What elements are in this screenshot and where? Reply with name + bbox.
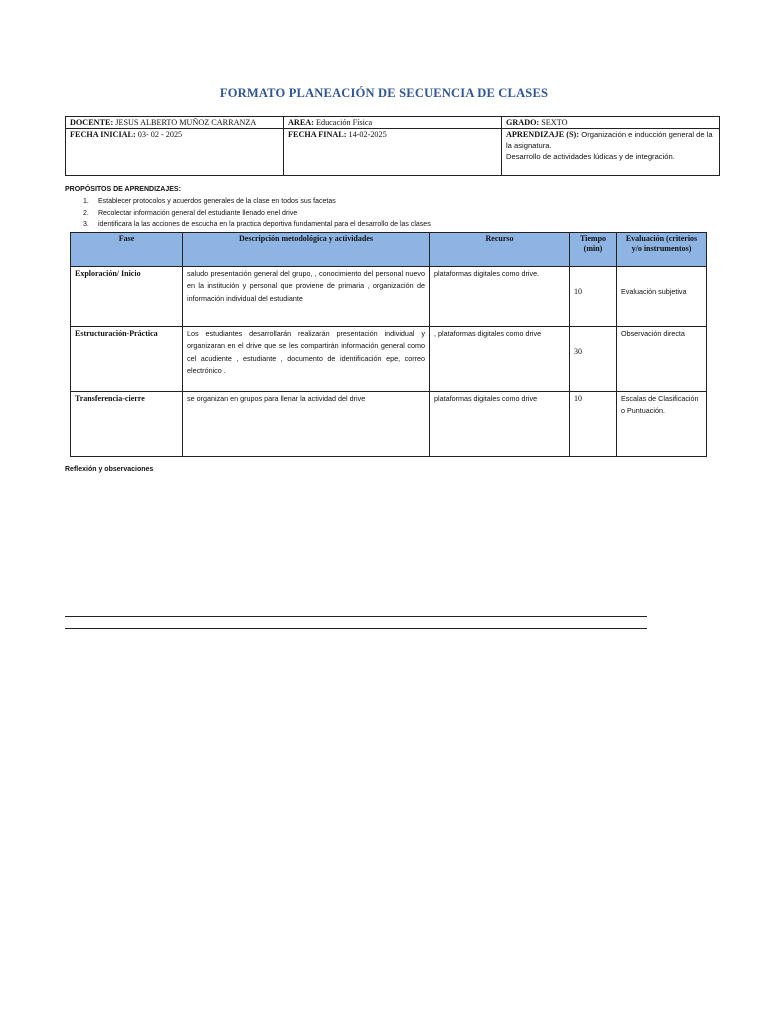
evaluacion-value: Evaluación subjetiva	[621, 287, 687, 296]
cell-descripcion: Los estudiantes desarrollarán realizarán presentación individual y organizaran en el drive que se les compartirán información general como cel acudiente , estudiante , documento de identificación epe, correo electrónico .	[183, 327, 430, 392]
aprendizaje-cell	[502, 129, 720, 176]
cell-fase: Transferencia-cierre	[71, 392, 183, 457]
header-tiempo: Tiempo (min)	[570, 233, 617, 267]
tiempo-value: 30	[574, 347, 582, 356]
grado-cell	[502, 117, 720, 129]
header-recurso: Recurso	[430, 233, 570, 267]
cell-tiempo: 10	[570, 392, 617, 457]
cell-fase: Exploración/ Inicio	[71, 267, 183, 327]
docente-cell	[66, 117, 284, 129]
table-row	[71, 267, 707, 327]
grado-label: GRADO:	[506, 118, 540, 127]
list-item	[65, 219, 431, 231]
area-label: AREA:	[288, 118, 314, 127]
fecha-final-value: 14-02-2025	[348, 130, 387, 139]
cell-recurso: , plataformas digitales como drive	[430, 327, 570, 392]
cell-recurso: plataformas digitales como drive.	[430, 267, 570, 327]
cell-recurso: plataformas digitales como drive	[430, 392, 570, 457]
list-item	[65, 208, 431, 220]
docente-value: JESUS ALBERTO MUÑOZ CARRANZA	[115, 118, 257, 127]
list-item-number: 3.	[83, 221, 89, 228]
cell-evaluacion	[617, 267, 707, 327]
area-value: Educación Física	[315, 118, 373, 127]
cell-tiempo	[570, 267, 617, 327]
fecha-final-label: FECHA FINAL:	[288, 130, 347, 139]
cell-evaluacion: Observación directa	[617, 327, 707, 392]
header-evaluacion: Evaluación (criterios y/o instrumentos)	[617, 233, 707, 267]
list-item-number: 2.	[83, 209, 89, 217]
table-header-row	[71, 233, 707, 267]
cell-descripcion: saludo presentación general del grupo, , conocimiento del personal nuevo en la institución y personal que proviene de primaria , organización de información individual del estudiante	[183, 267, 430, 327]
cell-fase: Estructuración-Práctica	[71, 327, 183, 392]
writing-line	[65, 628, 647, 629]
purposes-list	[65, 196, 431, 231]
table-row	[71, 327, 707, 392]
purposes-title: PROPÓSITOS DE APRENDIZAJES:	[65, 186, 181, 193]
fecha-inicial-label: FECHA INICIAL:	[70, 130, 136, 139]
reflexion-label: Reflexión y observaciones	[65, 466, 154, 473]
header-descripcion: Descripción metodológica y actividades	[183, 233, 430, 267]
cell-descripcion: se organizan en grupos para llenar la actividad del drive	[183, 392, 430, 457]
writing-line	[65, 616, 647, 617]
header-row	[66, 129, 720, 176]
header-fase: Fase	[71, 233, 183, 267]
table-row	[71, 392, 707, 457]
fecha-inicial-cell	[66, 129, 284, 176]
list-item-text: identificara la las acciones de escucha en la practica deportiva fundamental para el desarrollo de las clases	[98, 221, 431, 228]
area-cell	[284, 117, 502, 129]
tiempo-value: 10	[574, 287, 582, 296]
class-sequence-table	[70, 232, 707, 457]
list-item	[65, 196, 431, 208]
list-item-number: 1.	[83, 198, 89, 205]
fecha-inicial-value: 03- 02 - 2025	[137, 130, 183, 139]
document-title: FORMATO PLANEACIÓN DE SECUENCIA DE CLASES	[219, 86, 549, 100]
list-item-text: Recolectar información general del estudiante llenado enel drive	[98, 209, 298, 217]
aprendizaje-value: Organización e inducción general de la la asignatura.	[506, 130, 713, 150]
header-table	[65, 116, 720, 176]
docente-label: DOCENTE:	[70, 118, 114, 127]
cell-tiempo	[570, 327, 617, 392]
aprendizaje-value: Desarrollo de actividades lúdicas y de integración.	[506, 152, 675, 161]
aprendizaje-label: APRENDIZAJE (S):	[506, 130, 580, 139]
cell-evaluacion: Escalas de Clasificación o Puntuación.	[617, 392, 707, 457]
header-row	[66, 117, 720, 129]
fecha-final-cell	[284, 129, 502, 176]
list-item-text: Establecer protocolos y acuerdos generales de la clase en todos sus facetas	[98, 198, 336, 205]
grado-value: SEXTO	[541, 118, 568, 127]
